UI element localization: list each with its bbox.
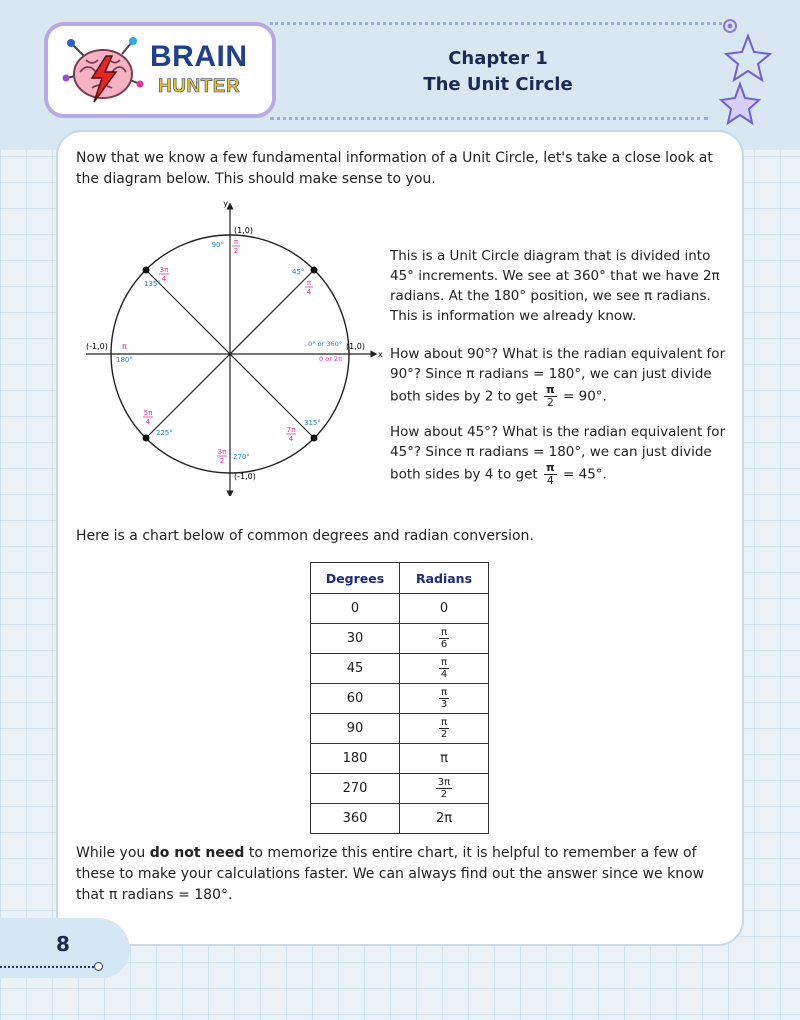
rad-pi-2-den: 2 [233,247,239,255]
coord-right: (1,0) [346,342,365,351]
unit-circle-diagram [78,196,388,496]
intro-paragraph: Now that we know a few fundamental information of a Unit Circle, let's take a close look at the diagram below. This should make sense to you. [76,150,713,187]
explanation-3-tail: = 45°. [563,466,607,483]
point-45 [311,267,318,274]
logo-hunter-text: HUNTER [158,76,241,97]
radians-header: Radians [400,563,489,594]
fraction-pi-over-4: $\frac{\pi}{4}$ [546,461,555,487]
brain-hunter-logo [44,22,276,118]
table-row [311,804,489,834]
deg-45-label: 45° [292,268,305,276]
radian-fraction: $\frac{\pi}{6}$ [440,627,448,650]
rad-0-label: 0 or 2π [319,355,342,363]
closing-paragraph [76,843,726,906]
degree-cell: 180 [311,744,400,774]
closing-lead: While you [76,845,146,861]
radian-cell [400,714,489,744]
chapter-label: Chapter 1 [448,48,548,69]
explanation-paragraph-3 [390,422,726,487]
radian-cell [400,774,489,804]
coord-bottom: (-1,0) [234,472,256,481]
rad-5pi-4-den: 4 [145,418,151,426]
radian-fraction: $\frac{\pi}{4}$ [440,657,448,680]
table-row [311,774,489,804]
star-doodles-icon [700,12,790,132]
rad-7pi-4-num: 7π [286,426,296,434]
table-row [311,684,489,714]
closing-emphasis: do not need [149,845,245,861]
rad-5pi-4-num: 5π [143,409,153,417]
header-divider-top [270,22,722,25]
fraction-pi-over-2: $\frac{\pi}{2}$ [546,383,555,409]
deg-90-label: 90° [211,241,224,249]
header-divider-bottom [270,117,708,120]
radian-fraction: $\frac{3\pi}{2}$ [437,777,451,800]
degree-cell: 270 [311,774,400,804]
table-row [311,654,489,684]
rad-pi-4-den: 4 [306,288,312,296]
radian-fraction: $\frac{\pi}{2}$ [440,717,448,740]
explanation-3-lead: How about 45°? What is the radian equivalent for 45°? Since π radians = 180°, we can just divide both sides by 4 to get [390,424,726,483]
point-135 [143,267,150,274]
rad-3pi-4-den: 4 [161,275,167,283]
brain-icon [62,34,144,110]
explanation-paragraph-2 [390,344,726,409]
table-header-row [311,563,489,594]
table-row [311,744,489,774]
closing-rest: to memorize this entire chart, it is helpful to remember a few of these to make your calculations faster. We can always find out the answer since we know that π radians = 180°. [76,845,705,903]
radian-cell [400,684,489,714]
logo-brain-text: BRAIN [150,40,248,73]
deg-0-label: 0° or 360° [308,340,342,348]
footer-dot-icon [94,962,103,971]
y-axis-label: y [223,199,228,208]
degrees-header: Degrees [311,563,400,594]
radian-cell [400,654,489,684]
table-row [311,594,489,624]
coord-left: (-1,0) [86,342,108,351]
rad-pi-4-num: π [306,279,312,287]
point-225 [143,435,150,442]
degree-cell: 45 [311,654,400,684]
page-number: 8 [56,932,70,956]
footer-dotted-line [0,966,94,968]
explanation-paragraph-1: This is a Unit Circle diagram that is divided into 45° increments. We see at 360° that we have 2π radians. At the 180° position, we see π radians. This is information we already know. [390,248,720,324]
degree-cell: 0 [311,594,400,624]
table-row [311,714,489,744]
degree-cell: 360 [311,804,400,834]
explanation-2-tail: = 90°. [563,388,607,405]
rad-pi-2-num: π [233,238,239,246]
degree-cell: 30 [311,624,400,654]
degree-cell: 90 [311,714,400,744]
radian-cell [400,624,489,654]
radian-cell: π [400,744,489,774]
rad-3pi-2-num: 3π [217,448,227,456]
radian-cell: 0 [400,594,489,624]
conversion-table [310,562,489,834]
coord-top: (1,0) [234,226,253,235]
chapter-heading [368,46,628,98]
rad-3pi-2-den: 2 [219,457,225,465]
rad-pi-label: π [122,342,127,351]
radian-fraction: $\frac{\pi}{3}$ [440,687,448,710]
deg-315-label: 315° [304,419,321,427]
deg-270-label: 270° [233,453,250,461]
point-315 [311,435,318,442]
x-axis-label: x [378,350,383,359]
table-row [311,624,489,654]
chart-intro-paragraph: Here is a chart below of common degrees and radian conversion. [76,528,534,544]
degree-cell: 60 [311,684,400,714]
rad-7pi-4-den: 4 [288,435,294,443]
radian-cell: 2π [400,804,489,834]
deg-180-label: 180° [116,356,133,364]
explanation-2-lead: How about 90°? What is the radian equivalent for 90°? Since π radians = 180°, we can just divide both sides by 2 to get [390,346,726,405]
rad-3pi-4-num: 3π [159,266,169,274]
deg-135-label: 135° [144,280,161,288]
chapter-subtitle: The Unit Circle [423,74,573,95]
deg-225-label: 225° [156,429,173,437]
